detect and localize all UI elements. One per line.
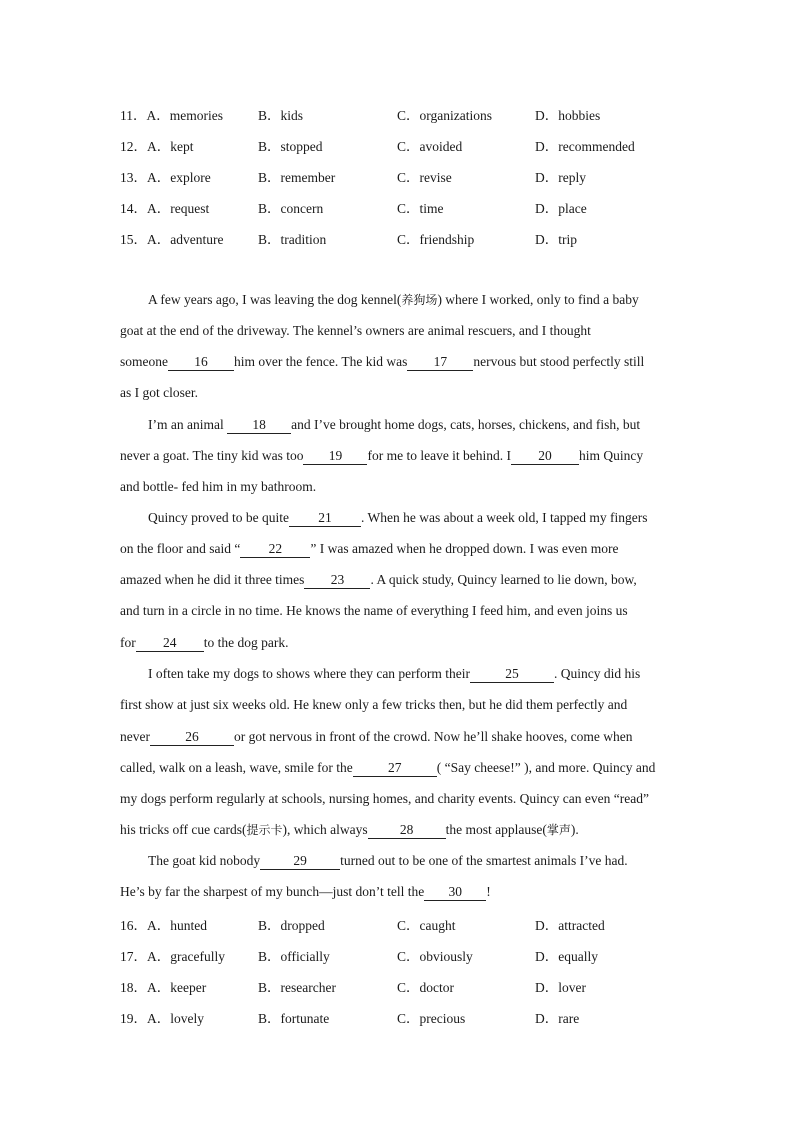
option-b: B．remember	[258, 170, 336, 185]
option-c: C．precious	[397, 1011, 466, 1026]
option-a: 13．A．explore	[120, 170, 211, 185]
option-d: D．recommended	[535, 139, 635, 154]
option-b: B．dropped	[258, 918, 325, 933]
option-b: B．concern	[258, 201, 324, 216]
question-row	[120, 166, 720, 186]
option-a: 12．A．kept	[120, 139, 194, 154]
option-d: D．place	[535, 201, 587, 216]
option-a: 17．A．gracefully	[120, 949, 225, 964]
blank-28[interactable]: 28	[368, 822, 446, 839]
question-row	[120, 228, 720, 248]
passage-line: never 26 or got nervous in front of the crowd. Now he’ll shake hooves, come when	[120, 729, 633, 744]
question-row	[120, 976, 720, 996]
passage-line: someone 16 him over the fence. The kid was 17 nervous but stood perfectly still	[120, 354, 645, 369]
option-d: D．attracted	[535, 918, 605, 933]
passage-line: his tricks off cue cards(提示卡), which always 28 the most applause(掌声).	[120, 822, 579, 837]
option-b: B．tradition	[258, 232, 327, 247]
passage-line: for 24 to the dog park.	[120, 635, 289, 650]
option-c: C．friendship	[397, 232, 475, 247]
option-c: C．avoided	[397, 139, 463, 154]
option-b: B．researcher	[258, 980, 336, 995]
blank-26[interactable]: 26	[150, 729, 234, 746]
passage-line: Quincy proved to be quite 21 . When he was about a week old, I tapped my fingers	[148, 510, 648, 525]
option-c: C．doctor	[397, 980, 454, 995]
option-c: C．time	[397, 201, 444, 216]
blank-20[interactable]: 20	[511, 448, 579, 465]
passage-line: on the floor and said “ 22 ” I was amazed when he dropped down. I was even more	[120, 541, 619, 556]
passage-line: goat at the end of the driveway. The kennel’s owners are animal rescuers, and I thought	[120, 323, 591, 338]
option-c: C．revise	[397, 170, 452, 185]
blank-21[interactable]: 21	[289, 510, 361, 527]
blank-29[interactable]: 29	[260, 853, 340, 870]
passage-line: and turn in a circle in no time. He knows the name of everything I feed him, and even joins us	[120, 603, 628, 618]
question-row	[120, 945, 720, 965]
blank-25[interactable]: 25	[470, 666, 554, 683]
option-d: D．rare	[535, 1011, 580, 1026]
question-row	[120, 1007, 720, 1027]
option-d: D．trip	[535, 232, 577, 247]
passage-line: my dogs perform regularly at schools, nursing homes, and charity events. Quincy can even “read”	[120, 791, 649, 806]
question-row	[120, 914, 720, 934]
passage-line: as I got closer.	[120, 385, 198, 400]
blank-19[interactable]: 19	[303, 448, 367, 465]
passage-line: called, walk on a leash, wave, smile for the 27 ( “Say cheese!” ), and more. Quincy and	[120, 760, 656, 775]
passage-line: first show at just six weeks old. He knew only a few tricks then, but he did them perfectly and	[120, 697, 628, 712]
blank-24[interactable]: 24	[136, 635, 204, 652]
blank-27[interactable]: 27	[353, 760, 437, 777]
option-a: 15．A．adventure	[120, 232, 224, 247]
passage-line: and bottle- fed him in my bathroom.	[120, 479, 317, 494]
option-d: D．hobbies	[535, 108, 601, 123]
blank-17[interactable]: 17	[407, 354, 473, 371]
option-b: B．stopped	[258, 139, 323, 154]
option-b: B．kids	[258, 108, 304, 123]
question-row	[120, 104, 720, 124]
question-row	[120, 197, 720, 217]
option-a: 19．A．lovely	[120, 1011, 204, 1026]
option-b: B．fortunate	[258, 1011, 330, 1026]
passage-line: amazed when he did it three times 23 . A quick study, Quincy learned to lie down, bow,	[120, 572, 637, 587]
passage-line: I’m an animal 18 and I’ve brought home dogs, cats, horses, chickens, and fish, but	[148, 417, 641, 432]
blank-16[interactable]: 16	[168, 354, 234, 371]
option-b: B．officially	[258, 949, 330, 964]
passage-line: never a goat. The tiny kid was too 19 for me to leave it behind. I 20 him Quincy	[120, 448, 644, 463]
option-a: 16．A．hunted	[120, 918, 207, 933]
blank-18[interactable]: 18	[227, 417, 291, 434]
passage-line: A few years ago, I was leaving the dog kennel(养狗场) where I worked, only to find a baby	[148, 292, 639, 307]
blank-23[interactable]: 23	[304, 572, 370, 589]
passage-line: He’s by far the sharpest of my bunch—just don’t tell the 30 !	[120, 884, 491, 899]
blank-30[interactable]: 30	[424, 884, 486, 901]
option-c: C．caught	[397, 918, 456, 933]
passage-line: I often take my dogs to shows where they can perform their 25 . Quincy did his	[148, 666, 641, 681]
option-a: 11．A．memories	[120, 108, 223, 123]
option-d: D．reply	[535, 170, 586, 185]
blank-22[interactable]: 22	[240, 541, 310, 558]
option-d: D．lover	[535, 980, 586, 995]
option-c: C．organizations	[397, 108, 492, 123]
option-d: D．equally	[535, 949, 598, 964]
option-c: C．obviously	[397, 949, 473, 964]
option-a: 18．A．keeper	[120, 980, 207, 995]
passage-line: The goat kid nobody 29 turned out to be one of the smartest animals I’ve had.	[148, 853, 628, 868]
question-row	[120, 135, 720, 155]
option-a: 14．A．request	[120, 201, 210, 216]
